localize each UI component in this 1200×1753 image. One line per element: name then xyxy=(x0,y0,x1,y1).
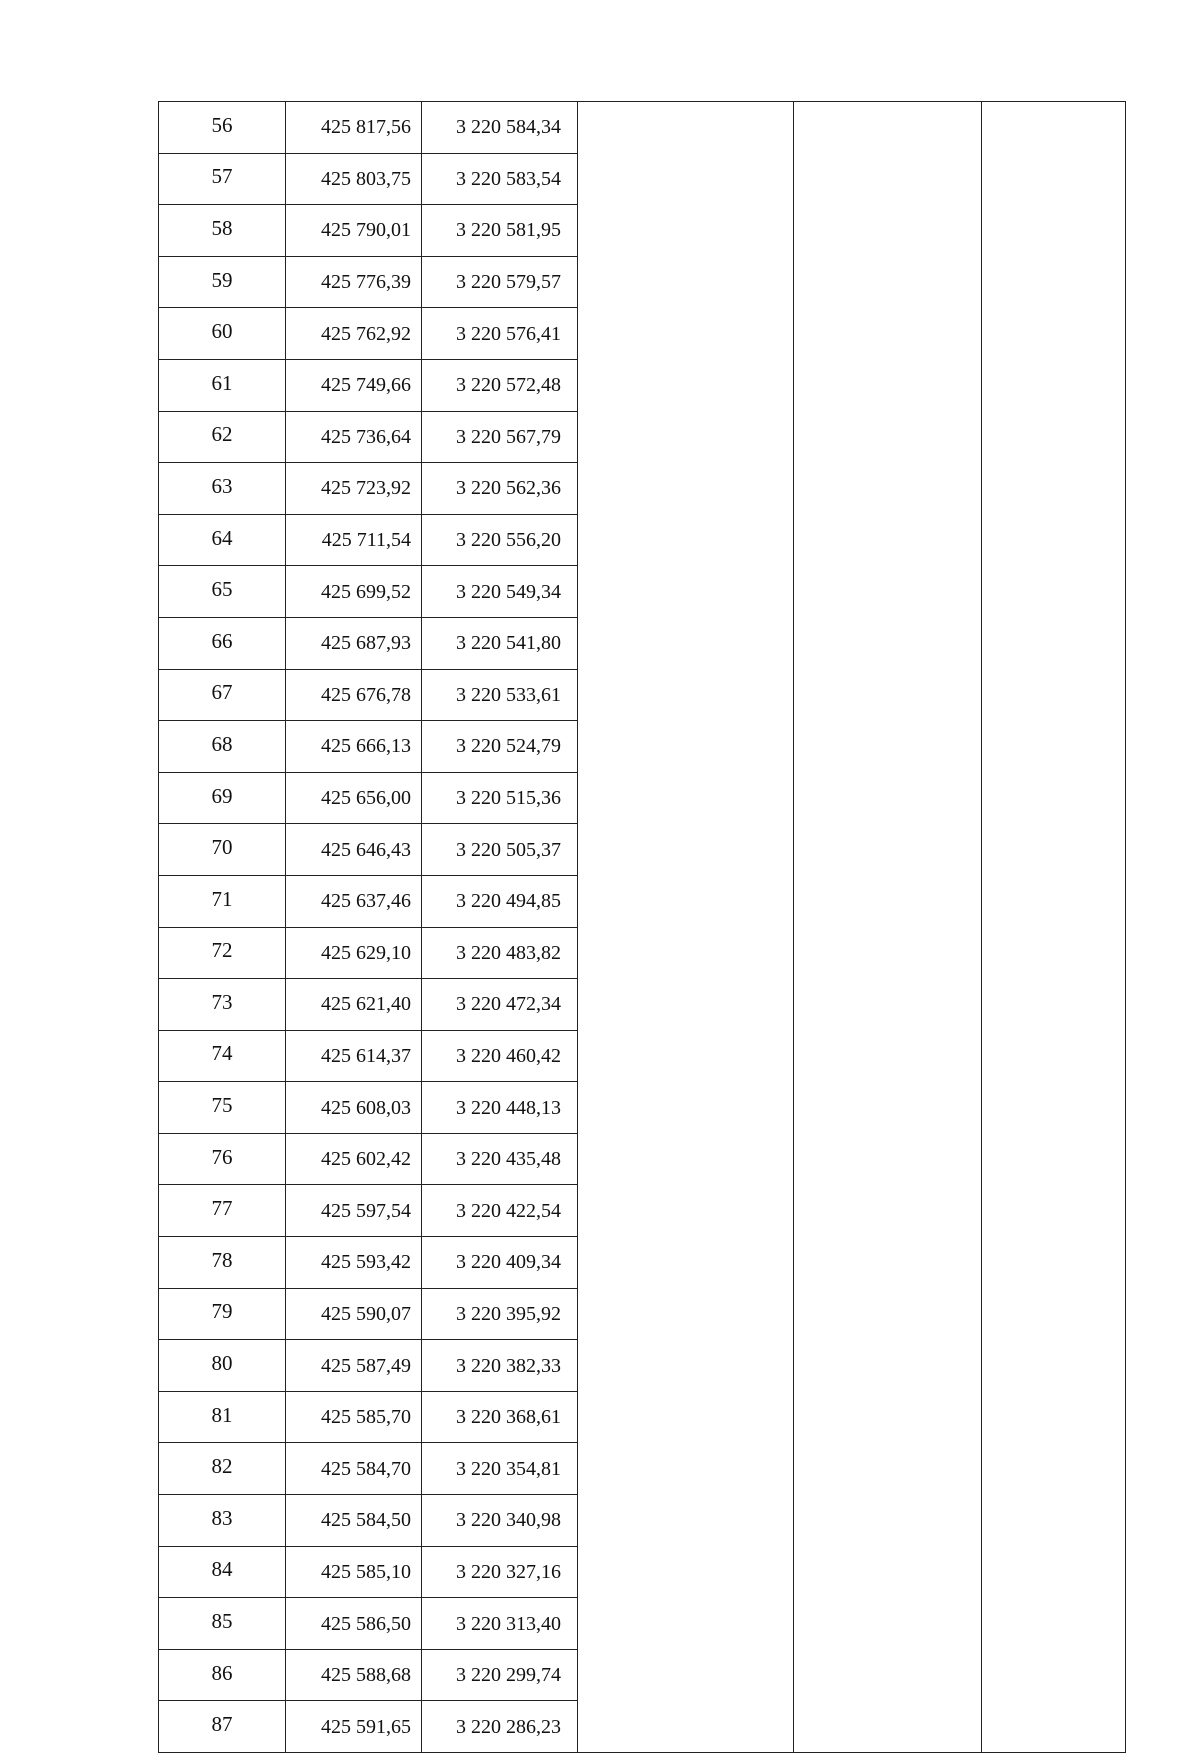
table-row xyxy=(159,1237,1126,1289)
y-coordinate-cell: 3 220 299,74 xyxy=(422,1649,578,1701)
empty-cell xyxy=(982,153,1126,205)
empty-cell xyxy=(578,1082,794,1134)
empty-cell xyxy=(578,1546,794,1598)
empty-cell xyxy=(982,927,1126,979)
empty-cell xyxy=(794,153,982,205)
x-coordinate-cell: 425 711,54 xyxy=(286,514,422,566)
y-coordinate-cell: 3 220 533,61 xyxy=(422,669,578,721)
empty-cell xyxy=(578,1495,794,1547)
table-row xyxy=(159,1649,1126,1701)
empty-cell xyxy=(982,1288,1126,1340)
x-coordinate-cell: 425 608,03 xyxy=(286,1082,422,1134)
point-number-cell: 84 xyxy=(159,1546,286,1598)
empty-cell xyxy=(794,1185,982,1237)
point-number-cell: 61 xyxy=(159,359,286,411)
empty-cell xyxy=(578,979,794,1031)
empty-cell xyxy=(794,1443,982,1495)
table-row xyxy=(159,772,1126,824)
point-number-cell: 82 xyxy=(159,1443,286,1495)
y-coordinate-cell: 3 220 556,20 xyxy=(422,514,578,566)
empty-cell xyxy=(578,308,794,360)
empty-cell xyxy=(578,153,794,205)
y-coordinate-cell: 3 220 579,57 xyxy=(422,256,578,308)
empty-cell xyxy=(794,566,982,618)
point-number-cell: 60 xyxy=(159,308,286,360)
x-coordinate-cell: 425 602,42 xyxy=(286,1133,422,1185)
y-coordinate-cell: 3 220 584,34 xyxy=(422,102,578,154)
y-coordinate-cell: 3 220 422,54 xyxy=(422,1185,578,1237)
y-coordinate-cell: 3 220 581,95 xyxy=(422,205,578,257)
empty-cell xyxy=(982,1495,1126,1547)
empty-cell xyxy=(578,1598,794,1650)
y-coordinate-cell: 3 220 562,36 xyxy=(422,463,578,515)
table-row xyxy=(159,979,1126,1031)
y-coordinate-cell: 3 220 409,34 xyxy=(422,1237,578,1289)
empty-cell xyxy=(794,721,982,773)
x-coordinate-cell: 425 585,70 xyxy=(286,1391,422,1443)
table-row xyxy=(159,1598,1126,1650)
y-coordinate-cell: 3 220 483,82 xyxy=(422,927,578,979)
x-coordinate-cell: 425 699,52 xyxy=(286,566,422,618)
table-row xyxy=(159,1288,1126,1340)
y-coordinate-cell: 3 220 340,98 xyxy=(422,1495,578,1547)
x-coordinate-cell: 425 587,49 xyxy=(286,1340,422,1392)
empty-cell xyxy=(982,824,1126,876)
coordinates-table xyxy=(158,101,1126,1753)
y-coordinate-cell: 3 220 572,48 xyxy=(422,359,578,411)
empty-cell xyxy=(982,359,1126,411)
empty-cell xyxy=(578,1237,794,1289)
y-coordinate-cell: 3 220 541,80 xyxy=(422,617,578,669)
empty-cell xyxy=(578,1649,794,1701)
empty-cell xyxy=(794,359,982,411)
empty-cell xyxy=(982,1598,1126,1650)
y-coordinate-cell: 3 220 549,34 xyxy=(422,566,578,618)
x-coordinate-cell: 425 584,50 xyxy=(286,1495,422,1547)
table-row xyxy=(159,256,1126,308)
table-row xyxy=(159,927,1126,979)
table-row xyxy=(159,1082,1126,1134)
empty-cell xyxy=(578,772,794,824)
y-coordinate-cell: 3 220 472,34 xyxy=(422,979,578,1031)
table-row xyxy=(159,411,1126,463)
x-coordinate-cell: 425 593,42 xyxy=(286,1237,422,1289)
x-coordinate-cell: 425 629,10 xyxy=(286,927,422,979)
empty-cell xyxy=(794,669,982,721)
empty-cell xyxy=(982,1546,1126,1598)
empty-cell xyxy=(578,721,794,773)
empty-cell xyxy=(578,927,794,979)
empty-cell xyxy=(794,979,982,1031)
empty-cell xyxy=(794,205,982,257)
y-coordinate-cell: 3 220 505,37 xyxy=(422,824,578,876)
y-coordinate-cell: 3 220 435,48 xyxy=(422,1133,578,1185)
y-coordinate-cell: 3 220 313,40 xyxy=(422,1598,578,1650)
empty-cell xyxy=(794,824,982,876)
x-coordinate-cell: 425 762,92 xyxy=(286,308,422,360)
table-row xyxy=(159,308,1126,360)
empty-cell xyxy=(794,411,982,463)
point-number-cell: 70 xyxy=(159,824,286,876)
point-number-cell: 57 xyxy=(159,153,286,205)
empty-cell xyxy=(578,102,794,154)
table-row xyxy=(159,205,1126,257)
y-coordinate-cell: 3 220 515,36 xyxy=(422,772,578,824)
table-row xyxy=(159,1391,1126,1443)
table-row xyxy=(159,1133,1126,1185)
point-number-cell: 85 xyxy=(159,1598,286,1650)
empty-cell xyxy=(578,617,794,669)
empty-cell xyxy=(578,514,794,566)
table-row xyxy=(159,617,1126,669)
empty-cell xyxy=(578,824,794,876)
x-coordinate-cell: 425 817,56 xyxy=(286,102,422,154)
empty-cell xyxy=(982,1649,1126,1701)
table-row xyxy=(159,824,1126,876)
x-coordinate-cell: 425 749,66 xyxy=(286,359,422,411)
point-number-cell: 83 xyxy=(159,1495,286,1547)
empty-cell xyxy=(982,308,1126,360)
point-number-cell: 56 xyxy=(159,102,286,154)
table-row xyxy=(159,1340,1126,1392)
x-coordinate-cell: 425 676,78 xyxy=(286,669,422,721)
empty-cell xyxy=(794,514,982,566)
table-row xyxy=(159,721,1126,773)
empty-cell xyxy=(794,1288,982,1340)
point-number-cell: 81 xyxy=(159,1391,286,1443)
x-coordinate-cell: 425 597,54 xyxy=(286,1185,422,1237)
x-coordinate-cell: 425 591,65 xyxy=(286,1701,422,1753)
empty-cell xyxy=(982,205,1126,257)
table-row xyxy=(159,1495,1126,1547)
empty-cell xyxy=(982,1340,1126,1392)
empty-cell xyxy=(794,1495,982,1547)
empty-cell xyxy=(794,927,982,979)
empty-cell xyxy=(982,1237,1126,1289)
empty-cell xyxy=(578,411,794,463)
empty-cell xyxy=(982,721,1126,773)
empty-cell xyxy=(982,1185,1126,1237)
x-coordinate-cell: 425 687,93 xyxy=(286,617,422,669)
y-coordinate-cell: 3 220 576,41 xyxy=(422,308,578,360)
x-coordinate-cell: 425 656,00 xyxy=(286,772,422,824)
point-number-cell: 78 xyxy=(159,1237,286,1289)
y-coordinate-cell: 3 220 327,16 xyxy=(422,1546,578,1598)
x-coordinate-cell: 425 637,46 xyxy=(286,875,422,927)
table-row xyxy=(159,1185,1126,1237)
y-coordinate-cell: 3 220 286,23 xyxy=(422,1701,578,1753)
y-coordinate-cell: 3 220 395,92 xyxy=(422,1288,578,1340)
point-number-cell: 71 xyxy=(159,875,286,927)
x-coordinate-cell: 425 723,92 xyxy=(286,463,422,515)
point-number-cell: 67 xyxy=(159,669,286,721)
point-number-cell: 75 xyxy=(159,1082,286,1134)
empty-cell xyxy=(578,669,794,721)
empty-cell xyxy=(982,1030,1126,1082)
point-number-cell: 80 xyxy=(159,1340,286,1392)
empty-cell xyxy=(982,102,1126,154)
empty-cell xyxy=(794,875,982,927)
x-coordinate-cell: 425 790,01 xyxy=(286,205,422,257)
point-number-cell: 74 xyxy=(159,1030,286,1082)
point-number-cell: 62 xyxy=(159,411,286,463)
empty-cell xyxy=(578,1391,794,1443)
y-coordinate-cell: 3 220 524,79 xyxy=(422,721,578,773)
empty-cell xyxy=(794,1082,982,1134)
x-coordinate-cell: 425 666,13 xyxy=(286,721,422,773)
table-row xyxy=(159,669,1126,721)
x-coordinate-cell: 425 584,70 xyxy=(286,1443,422,1495)
table-row xyxy=(159,153,1126,205)
empty-cell xyxy=(982,875,1126,927)
empty-cell xyxy=(982,1391,1126,1443)
y-coordinate-cell: 3 220 460,42 xyxy=(422,1030,578,1082)
empty-cell xyxy=(794,1598,982,1650)
table-row xyxy=(159,875,1126,927)
empty-cell xyxy=(982,463,1126,515)
empty-cell xyxy=(982,256,1126,308)
empty-cell xyxy=(794,1701,982,1753)
point-number-cell: 77 xyxy=(159,1185,286,1237)
empty-cell xyxy=(578,1340,794,1392)
x-coordinate-cell: 425 614,37 xyxy=(286,1030,422,1082)
x-coordinate-cell: 425 588,68 xyxy=(286,1649,422,1701)
empty-cell xyxy=(578,359,794,411)
empty-cell xyxy=(794,256,982,308)
point-number-cell: 63 xyxy=(159,463,286,515)
empty-cell xyxy=(578,463,794,515)
x-coordinate-cell: 425 803,75 xyxy=(286,153,422,205)
empty-cell xyxy=(794,1030,982,1082)
empty-cell xyxy=(578,875,794,927)
y-coordinate-cell: 3 220 567,79 xyxy=(422,411,578,463)
empty-cell xyxy=(578,1288,794,1340)
empty-cell xyxy=(794,308,982,360)
x-coordinate-cell: 425 590,07 xyxy=(286,1288,422,1340)
empty-cell xyxy=(982,514,1126,566)
point-number-cell: 79 xyxy=(159,1288,286,1340)
y-coordinate-cell: 3 220 354,81 xyxy=(422,1443,578,1495)
empty-cell xyxy=(794,1649,982,1701)
point-number-cell: 86 xyxy=(159,1649,286,1701)
empty-cell xyxy=(982,669,1126,721)
x-coordinate-cell: 425 646,43 xyxy=(286,824,422,876)
table-row xyxy=(159,566,1126,618)
table-row xyxy=(159,359,1126,411)
y-coordinate-cell: 3 220 448,13 xyxy=(422,1082,578,1134)
y-coordinate-cell: 3 220 368,61 xyxy=(422,1391,578,1443)
point-number-cell: 59 xyxy=(159,256,286,308)
empty-cell xyxy=(982,1701,1126,1753)
empty-cell xyxy=(578,1185,794,1237)
point-number-cell: 72 xyxy=(159,927,286,979)
empty-cell xyxy=(578,1030,794,1082)
x-coordinate-cell: 425 621,40 xyxy=(286,979,422,1031)
point-number-cell: 65 xyxy=(159,566,286,618)
x-coordinate-cell: 425 586,50 xyxy=(286,1598,422,1650)
point-number-cell: 64 xyxy=(159,514,286,566)
x-coordinate-cell: 425 776,39 xyxy=(286,256,422,308)
point-number-cell: 69 xyxy=(159,772,286,824)
y-coordinate-cell: 3 220 382,33 xyxy=(422,1340,578,1392)
empty-cell xyxy=(982,979,1126,1031)
x-coordinate-cell: 425 585,10 xyxy=(286,1546,422,1598)
empty-cell xyxy=(794,102,982,154)
empty-cell xyxy=(982,566,1126,618)
empty-cell xyxy=(578,1443,794,1495)
empty-cell xyxy=(794,1237,982,1289)
table-row xyxy=(159,463,1126,515)
table-row xyxy=(159,102,1126,154)
empty-cell xyxy=(578,566,794,618)
empty-cell xyxy=(982,1133,1126,1185)
table-row xyxy=(159,1701,1126,1753)
empty-cell xyxy=(578,205,794,257)
empty-cell xyxy=(982,411,1126,463)
empty-cell xyxy=(794,1391,982,1443)
empty-cell xyxy=(982,617,1126,669)
point-number-cell: 87 xyxy=(159,1701,286,1753)
x-coordinate-cell: 425 736,64 xyxy=(286,411,422,463)
empty-cell xyxy=(794,772,982,824)
point-number-cell: 76 xyxy=(159,1133,286,1185)
empty-cell xyxy=(794,617,982,669)
point-number-cell: 73 xyxy=(159,979,286,1031)
empty-cell xyxy=(578,1701,794,1753)
table-row xyxy=(159,514,1126,566)
empty-cell xyxy=(794,1340,982,1392)
empty-cell xyxy=(794,1546,982,1598)
point-number-cell: 58 xyxy=(159,205,286,257)
coordinates-table-body xyxy=(159,102,1126,1753)
y-coordinate-cell: 3 220 494,85 xyxy=(422,875,578,927)
empty-cell xyxy=(982,1082,1126,1134)
point-number-cell: 68 xyxy=(159,721,286,773)
point-number-cell: 66 xyxy=(159,617,286,669)
empty-cell xyxy=(982,1443,1126,1495)
empty-cell xyxy=(578,256,794,308)
table-row xyxy=(159,1546,1126,1598)
table-row xyxy=(159,1443,1126,1495)
empty-cell xyxy=(794,463,982,515)
empty-cell xyxy=(578,1133,794,1185)
empty-cell xyxy=(794,1133,982,1185)
table-row xyxy=(159,1030,1126,1082)
y-coordinate-cell: 3 220 583,54 xyxy=(422,153,578,205)
empty-cell xyxy=(982,772,1126,824)
